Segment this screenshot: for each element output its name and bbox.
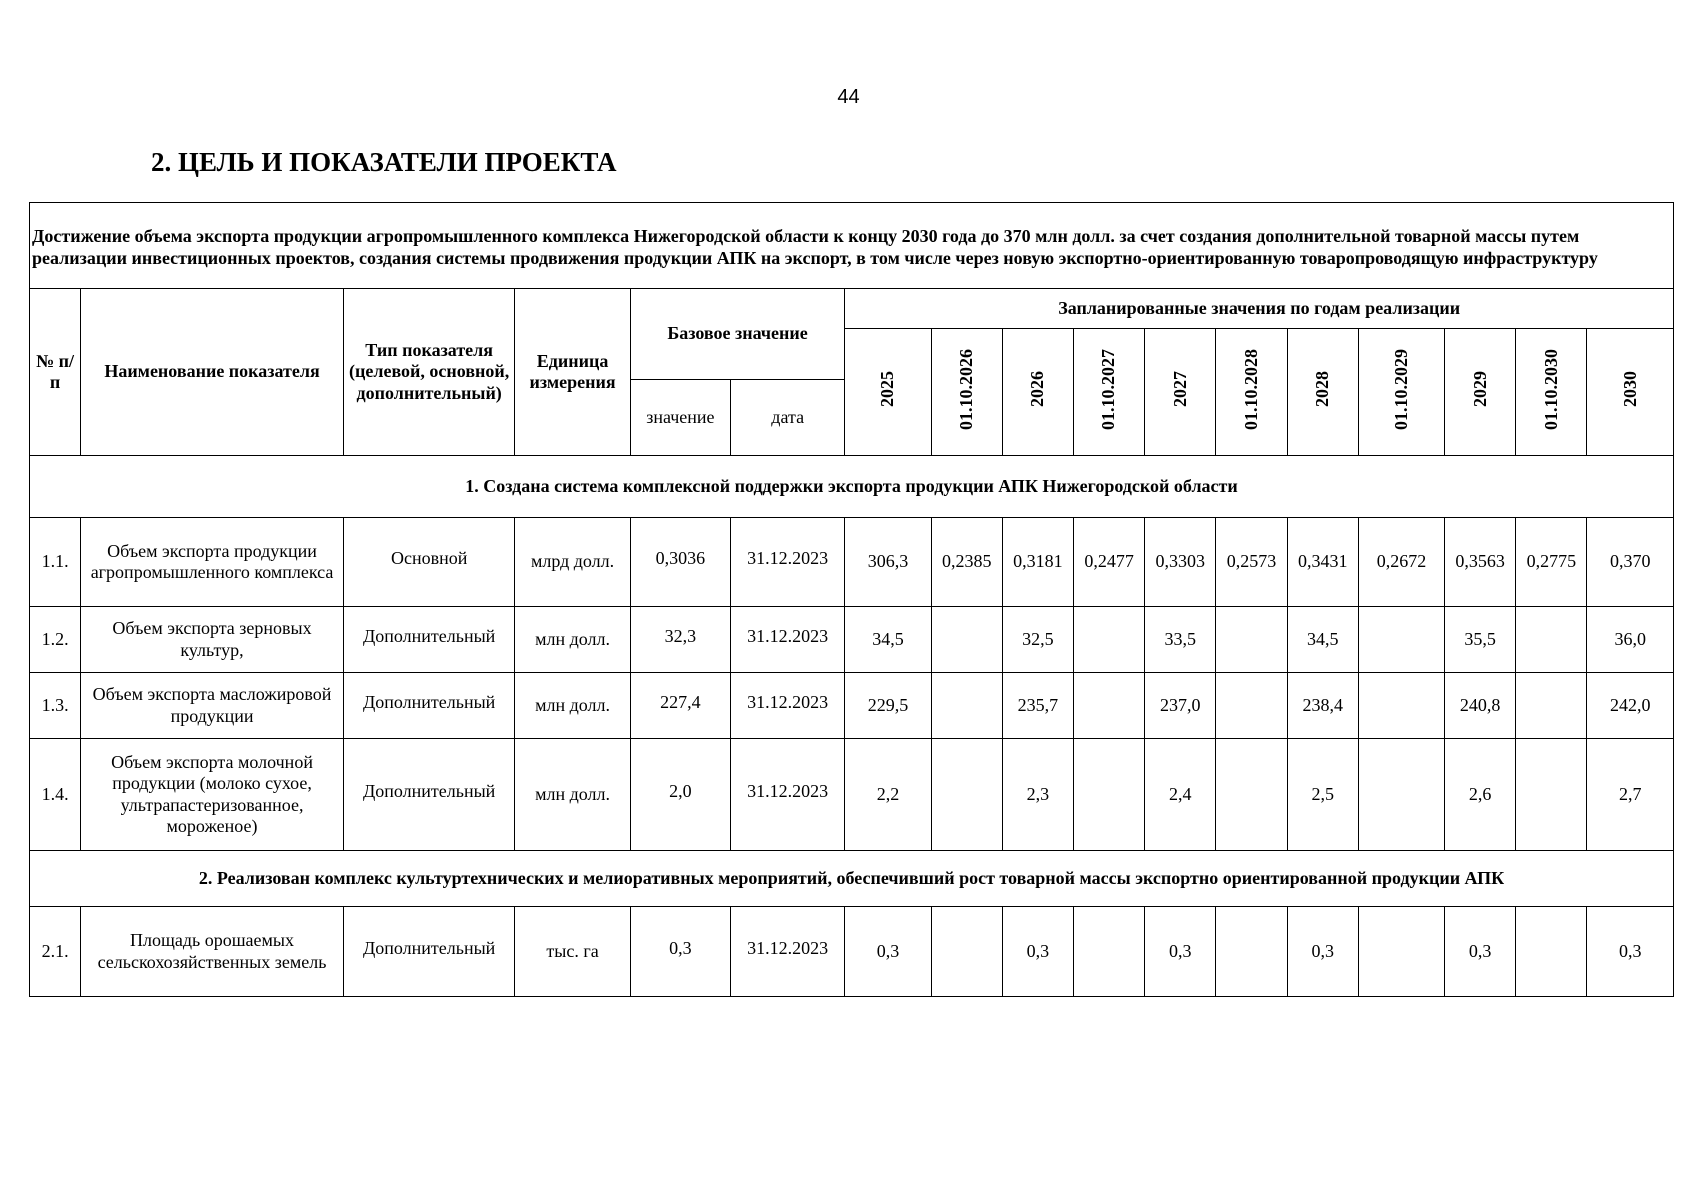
planned-value: 0,3563 <box>1445 518 1516 607</box>
planned-value: 0,3 <box>845 907 931 997</box>
indicator-unit: млн долл. <box>515 739 630 851</box>
planned-value: 0,370 <box>1587 518 1674 607</box>
table-row <box>30 739 1674 851</box>
header-name: Наименование показателя <box>81 289 344 456</box>
indicator-name: Объем экспорта продукции агропромышленного комплекса <box>81 518 344 607</box>
base-value: 227,4 <box>630 673 730 739</box>
header-period-label: 01.10.2026 <box>956 348 977 430</box>
planned-value <box>1216 739 1287 851</box>
header-planned: Запланированные значения по годам реализации <box>845 289 1674 329</box>
section-title: 2. ЦЕЛЬ И ПОКАЗАТЕЛИ ПРОЕКТА <box>151 147 617 177</box>
planned-value: 34,5 <box>1287 607 1358 673</box>
planned-value: 0,2775 <box>1516 518 1587 607</box>
planned-value: 229,5 <box>845 673 931 739</box>
header-num: № п/п <box>30 289 81 456</box>
table-row <box>30 518 1674 607</box>
header-type: Тип показателя (целевой, основной, дополнительный) <box>343 289 515 456</box>
planned-value <box>1358 907 1444 997</box>
planned-value: 36,0 <box>1587 607 1674 673</box>
planned-value: 240,8 <box>1445 673 1516 739</box>
header-base-value: значение <box>630 380 730 456</box>
planned-value: 0,2573 <box>1216 518 1287 607</box>
planned-value: 0,2477 <box>1074 518 1145 607</box>
header-period <box>845 329 931 456</box>
header-period-label: 01.10.2027 <box>1098 348 1119 430</box>
header-period <box>1002 329 1073 456</box>
planned-value <box>931 907 1002 997</box>
header-period-label: 01.10.2029 <box>1390 348 1411 430</box>
planned-value <box>931 739 1002 851</box>
base-date: 31.12.2023 <box>731 607 845 673</box>
header-base-date: дата <box>731 380 845 456</box>
planned-value: 0,3 <box>1587 907 1674 997</box>
indicator-type: Дополнительный <box>343 907 515 997</box>
indicator-unit: тыс. га <box>515 907 630 997</box>
indicator-type: Дополнительный <box>343 673 515 739</box>
header-period-label: 2030 <box>1619 371 1640 408</box>
planned-value: 2,6 <box>1445 739 1516 851</box>
planned-value: 0,3181 <box>1002 518 1073 607</box>
planned-value: 2,5 <box>1287 739 1358 851</box>
row-num: 1.3. <box>30 673 81 739</box>
planned-value: 2,4 <box>1145 739 1216 851</box>
planned-value <box>931 673 1002 739</box>
header-period-label: 01.10.2030 <box>1540 348 1561 430</box>
header-period <box>1216 329 1287 456</box>
base-value: 2,0 <box>630 739 730 851</box>
planned-value: 32,5 <box>1002 607 1073 673</box>
header-period-label: 01.10.2028 <box>1240 348 1261 430</box>
planned-value <box>1074 907 1145 997</box>
indicator-name: Объем экспорта масложировой продукции <box>81 673 344 739</box>
planned-value: 2,2 <box>845 739 931 851</box>
table-row <box>30 607 1674 673</box>
row-num: 1.1. <box>30 518 81 607</box>
row-num: 1.2. <box>30 607 81 673</box>
base-date: 31.12.2023 <box>731 673 845 739</box>
planned-value: 0,2672 <box>1358 518 1444 607</box>
base-date: 31.12.2023 <box>731 739 845 851</box>
header-period <box>1587 329 1674 456</box>
planned-value: 242,0 <box>1587 673 1674 739</box>
planned-value: 0,2385 <box>931 518 1002 607</box>
planned-value <box>1358 739 1444 851</box>
indicator-name: Объем экспорта зерновых культур, <box>81 607 344 673</box>
planned-value: 33,5 <box>1145 607 1216 673</box>
planned-value: 35,5 <box>1445 607 1516 673</box>
planned-value: 306,3 <box>845 518 931 607</box>
row-num: 2.1. <box>30 907 81 997</box>
project-goal: Достижение объема экспорта продукции агропромышленного комплекса Нижегородской области к концу 2030 года до 370 млн долл. за счет создания дополнительной товарной массы путем реализации инвестиционных проектов, создания системы продвижения продукции АПК на экспорт, в том числе через новую экспортно-ориентированную товаропроводящую инфраструктуру <box>30 203 1674 289</box>
base-value: 32,3 <box>630 607 730 673</box>
section-heading: 1. Создана система комплексной поддержки экспорта продукции АПК Нижегородской области <box>30 456 1674 518</box>
table-row <box>30 673 1674 739</box>
planned-value: 2,3 <box>1002 739 1073 851</box>
header-period-label: 2027 <box>1169 371 1190 408</box>
planned-value <box>1516 907 1587 997</box>
header-period <box>1516 329 1587 456</box>
planned-value <box>1358 607 1444 673</box>
base-value: 0,3036 <box>630 518 730 607</box>
planned-value: 2,7 <box>1587 739 1674 851</box>
header-period-label: 2025 <box>877 371 898 408</box>
planned-value: 0,3 <box>1287 907 1358 997</box>
header-period-label: 2028 <box>1312 371 1333 408</box>
planned-value <box>1216 907 1287 997</box>
planned-value <box>1074 607 1145 673</box>
planned-value: 0,3 <box>1002 907 1073 997</box>
planned-value <box>1516 673 1587 739</box>
header-period <box>931 329 1002 456</box>
section-heading: 2. Реализован комплекс культуртехнических и мелиоративных мероприятий, обеспечивший рост товарной массы экспортно ориентированной продукции АПК <box>30 851 1674 907</box>
indicator-type: Основной <box>343 518 515 607</box>
base-date: 31.12.2023 <box>731 907 845 997</box>
indicator-type: Дополнительный <box>343 607 515 673</box>
header-period <box>1074 329 1145 456</box>
indicator-name: Площадь орошаемых сельскохозяйственных земель <box>81 907 344 997</box>
header-period <box>1287 329 1358 456</box>
planned-value <box>1516 739 1587 851</box>
planned-value <box>1358 673 1444 739</box>
planned-value: 237,0 <box>1145 673 1216 739</box>
header-period <box>1445 329 1516 456</box>
indicators-table <box>29 202 1674 997</box>
planned-value <box>1516 607 1587 673</box>
row-num: 1.4. <box>30 739 81 851</box>
planned-value: 0,3 <box>1145 907 1216 997</box>
indicator-unit: млн долл. <box>515 673 630 739</box>
header-period-label: 2026 <box>1027 371 1048 408</box>
header-unit: Единица измерения <box>515 289 630 456</box>
header-period-label: 2029 <box>1469 371 1490 408</box>
indicator-name: Объем экспорта молочной продукции (молоко сухое, ультрапастеризованное, мороженое) <box>81 739 344 851</box>
indicator-unit: млрд долл. <box>515 518 630 607</box>
planned-value: 238,4 <box>1287 673 1358 739</box>
page-number: 44 <box>837 86 860 108</box>
planned-value: 0,3303 <box>1145 518 1216 607</box>
planned-value <box>1216 607 1287 673</box>
table-row <box>30 907 1674 997</box>
base-value: 0,3 <box>630 907 730 997</box>
planned-value <box>931 607 1002 673</box>
planned-value <box>1074 673 1145 739</box>
planned-value: 0,3431 <box>1287 518 1358 607</box>
planned-value <box>1216 673 1287 739</box>
planned-value <box>1074 739 1145 851</box>
indicator-type: Дополнительный <box>343 739 515 851</box>
base-date: 31.12.2023 <box>731 518 845 607</box>
header-period <box>1145 329 1216 456</box>
planned-value: 34,5 <box>845 607 931 673</box>
header-base: Базовое значение <box>630 289 845 380</box>
indicator-unit: млн долл. <box>515 607 630 673</box>
planned-value: 0,3 <box>1445 907 1516 997</box>
header-period <box>1358 329 1444 456</box>
planned-value: 235,7 <box>1002 673 1073 739</box>
